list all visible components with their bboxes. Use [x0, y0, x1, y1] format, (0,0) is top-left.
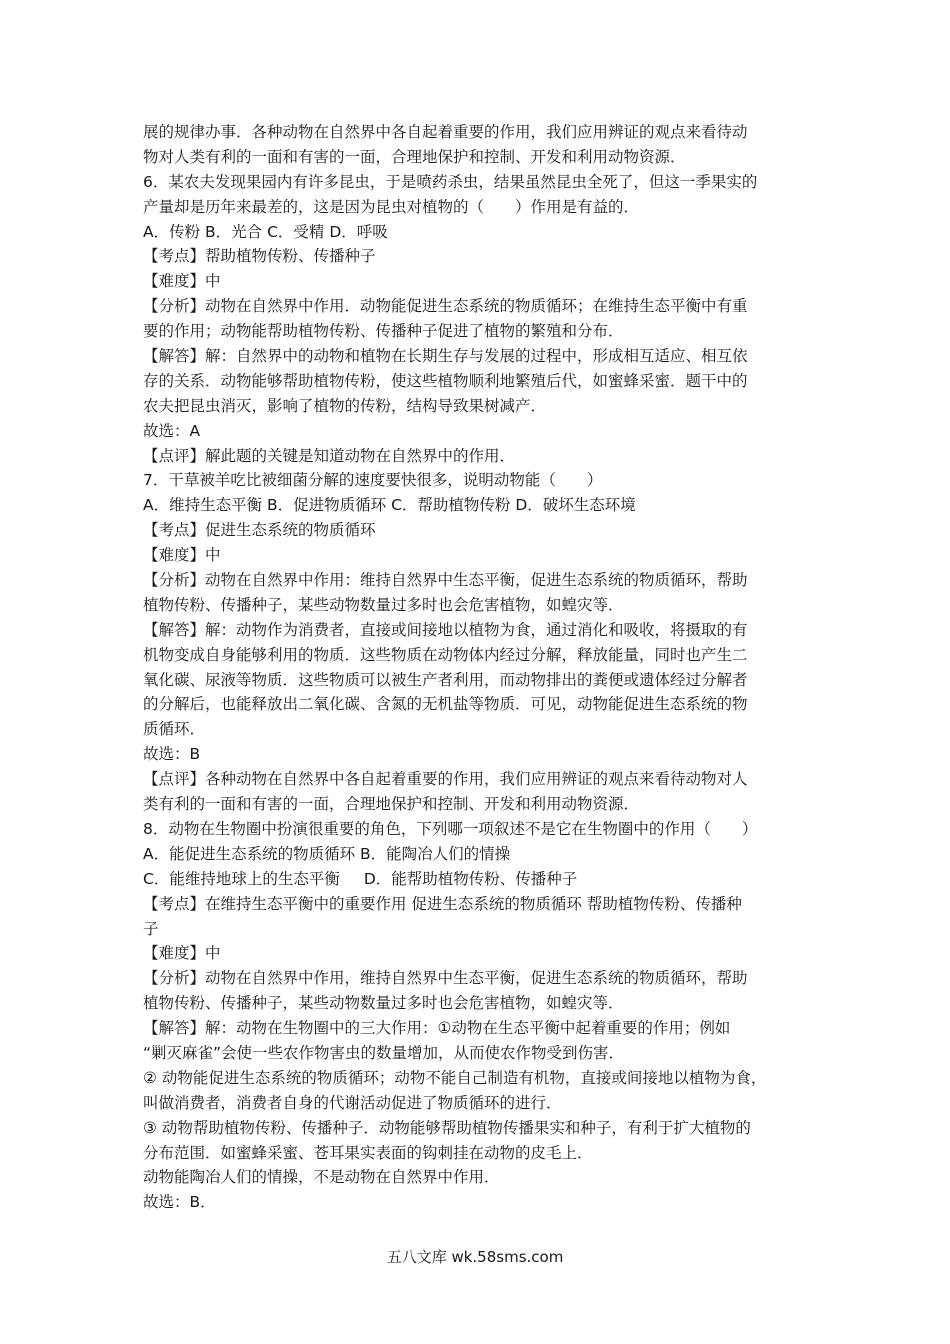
option-d: D．能帮助植物传粉、传播种子 [363, 869, 578, 888]
option-c: C．能维持地球上的生态平衡 [143, 869, 340, 888]
text-line: 植物传粉、传播种子，某些动物数量过多时也会危害植物，如蝗灾等． [143, 595, 624, 614]
knowledge-point: 【考点】帮助植物传粉、传播种子 [143, 247, 376, 266]
question-8-options-ab: A．能促进生态系统的物质循环 B．能陶冶人们的情操 [143, 844, 511, 863]
page-footer: 五八文库 wk.58sms.com [386, 1248, 564, 1266]
text-line: 类有利的一面和有害的一面，合理地保护和控制、开发和利用动物资源． [143, 795, 640, 814]
analysis: 【分析】动物在自然界中作用，维持自然界中生态平衡，促进生态系统的物质循环，帮助 [143, 969, 748, 988]
question-8-stem: 8．动物在生物圈中扮演很重要的角色，下列哪一项叙述不是它在生物圈中的作用（ ） [143, 819, 758, 838]
knowledge-point: 【考点】促进生态系统的物质循环 [143, 521, 376, 540]
text-line: 分布范围．如蜜蜂采蜜、苍耳果实表面的钩刺挂在动物的皮毛上． [143, 1143, 593, 1162]
text-line: 动物能陶冶人们的情操，不是动物在自然界中作用． [143, 1168, 500, 1187]
text-line: 叫做消费者，消费者自身的代谢活动促进了物质循环的进行． [143, 1093, 562, 1112]
text-line: 的分解后，也能释放出二氧化碳、含氮的无机盐等物质．可见，动物能促进生态系统的物 [143, 695, 748, 714]
question-6-options: A．传粉 B．光合 C．受精 D．呼吸 [143, 222, 388, 241]
document-body [143, 120, 815, 1215]
text-line: ② 动物能促进生态系统的物质循环；动物不能自己制造有机物，直接或间接地以植物为食， [143, 1068, 767, 1087]
text-line: 子 [143, 919, 159, 938]
text-line: 要的作用；动物能帮助植物传粉、传播种子促进了植物的繁殖和分布． [143, 322, 624, 341]
answer: 【解答】解：动物作为消费者，直接或间接地以植物为食，通过消化和吸收，将摄取的有 [143, 620, 748, 639]
text-line: 植物传粉、传播种子，某些动物数量过多时也会危害植物，如蝗灾等． [143, 994, 624, 1013]
knowledge-point: 【考点】在维持生态平衡中的重要作用 促进生态系统的物质循环 帮助植物传粉、传播种 [143, 894, 742, 913]
text-line: 展的规律办事．各种动物在自然界中各自起着重要的作用，我们应用辨证的观点来看待动 [143, 123, 748, 141]
text-line: 存的关系．动物能够帮助植物传粉，使这些植物顺利地繁殖后代，如蜜蜂采蜜．题干中的 [143, 371, 748, 390]
text-line: 农夫把昆虫消灭，影响了植物的传粉，结构导致果树减产． [143, 396, 547, 415]
text-line: 产量却是历年来最差的，这是因为昆虫对植物的（ ）作用是有益的． [143, 197, 640, 216]
comment: 【点评】解此题的关键是知道动物在自然界中的作用． [143, 446, 516, 465]
question-7-stem: 7．干草被羊吃比被细菌分解的速度要快很多，说明动物能（ ） [143, 471, 603, 490]
text-line: 物对人类有利的一面和有害的一面，合理地保护和控制、开发和利用动物资源． [143, 147, 686, 166]
text-line: 氧化碳、尿液等物质．这些物质可以被生产者利用，而动物排出的粪便或遗体经过分解者 [143, 670, 748, 689]
comment: 【点评】各种动物在自然界中各自起着重要的作用，我们应用辨证的观点来看待动物对人 [143, 770, 748, 789]
selected-answer: 故选：A [143, 421, 201, 440]
selected-answer: 故选：B． [143, 1193, 216, 1212]
text-line: “剿灭麻雀”会使一些农作物害虫的数量增加，从而使农作物受到伤害． [143, 1043, 625, 1062]
answer: 【解答】解：动物在生物圈中的三大作用：①动物在生态平衡中起着重要的作用；例如 [143, 1019, 731, 1038]
difficulty: 【难度】中 [143, 272, 221, 291]
selected-answer: 故选：B [143, 745, 201, 764]
text-line: ③ 动物帮助植物传粉、传播种子．动物能够帮助植物传播果实和种子，有利于扩大植物的 [143, 1118, 751, 1137]
question-8-options-cd [143, 867, 815, 892]
difficulty: 【难度】中 [143, 944, 221, 963]
text-line: 质循环． [143, 720, 206, 739]
question-7-options: A．维持生态平衡 B．促进物质循环 C．帮助植物传粉 D．破坏生态环境 [143, 496, 636, 515]
text-line: 机物变成自身能够利用的物质．这些物质在动物体内经过分解，释放能量，同时也产生二 [143, 645, 748, 664]
analysis: 【分析】动物在自然界中作用．动物能促进生态系统的物质循环；在维持生态平衡中有重 [143, 297, 748, 316]
difficulty: 【难度】中 [143, 546, 221, 565]
analysis: 【分析】动物在自然界中作用：维持自然界中生态平衡，促进生态系统的物质循环，帮助 [143, 571, 748, 590]
answer: 【解答】解：自然界中的动物和植物在长期生存与发展的过程中，形成相互适应、相互依 [143, 347, 748, 366]
question-6-stem: 6．某农夫发现果园内有许多昆虫，于是喷药杀虫，结果虽然昆虫全死了，但这一季果实的 [143, 172, 758, 191]
